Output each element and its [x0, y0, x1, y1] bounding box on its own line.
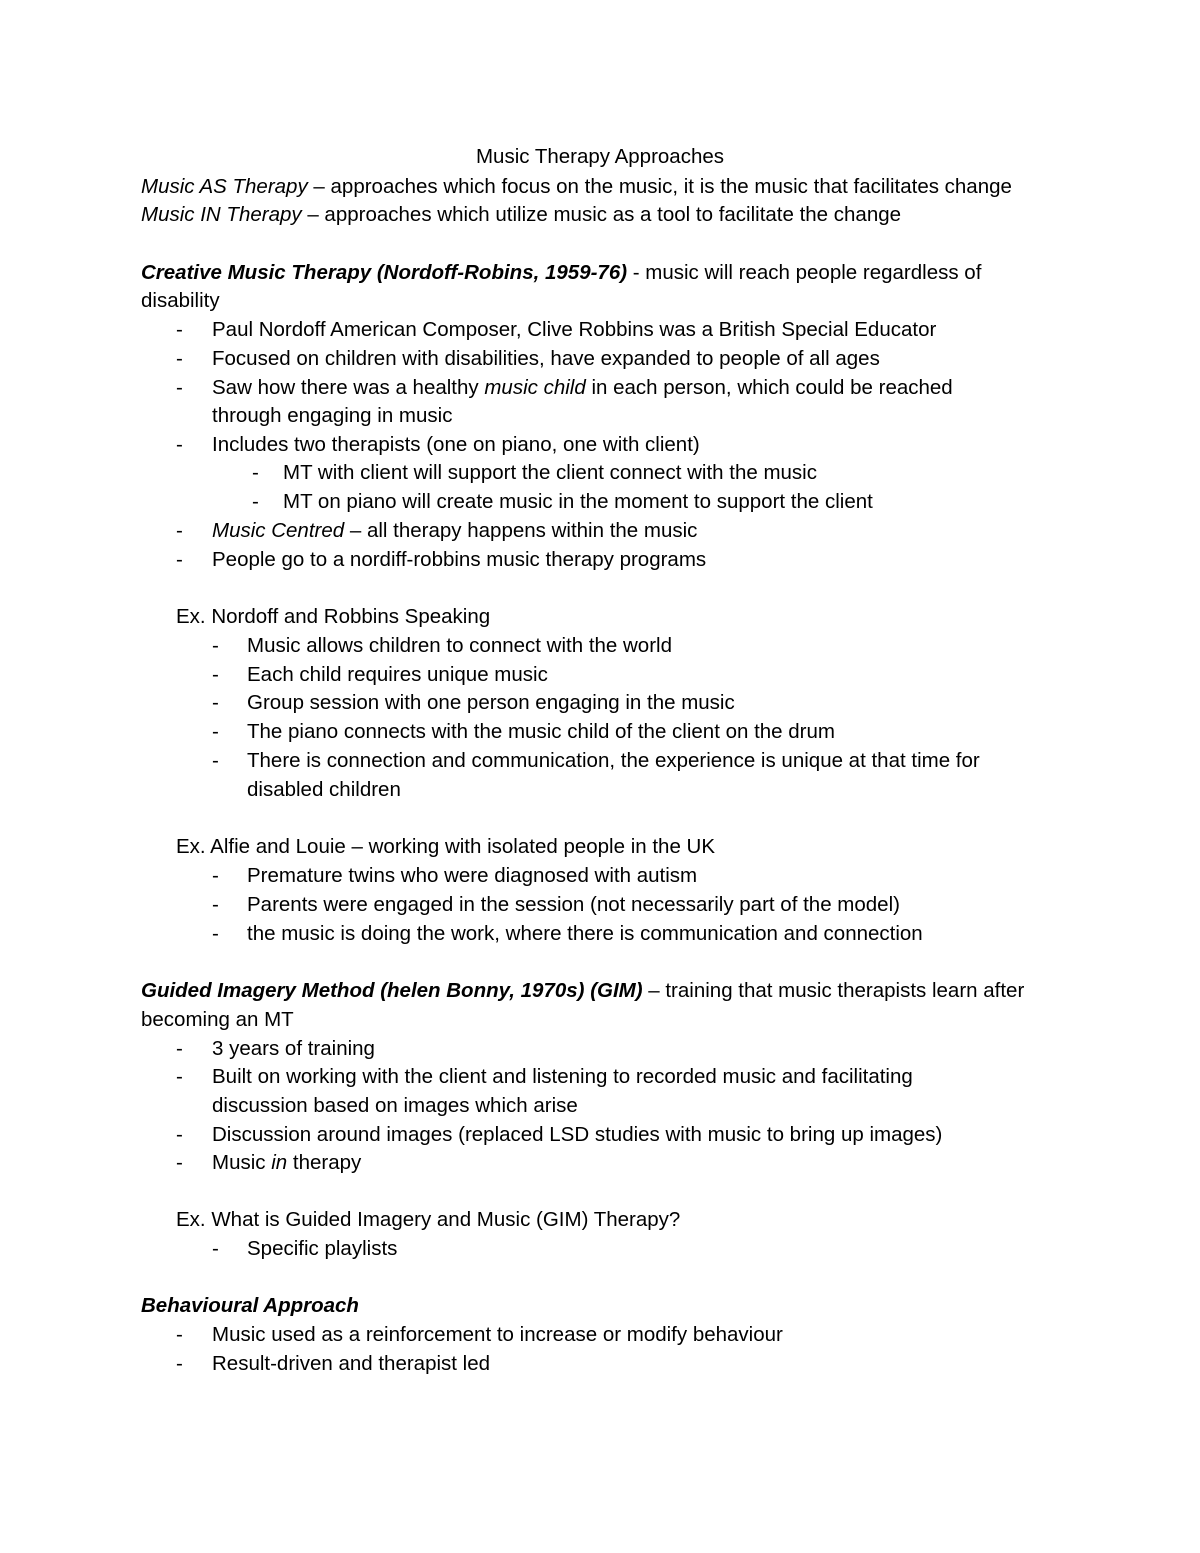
bullet-dash: -	[176, 1037, 183, 1060]
bullet-dash: -	[212, 720, 219, 743]
definition-music-as-therapy: – approaches which focus on the music, it is the music that facilitates change	[307, 175, 1012, 198]
gim-bullet-1: 3 years of training	[212, 1037, 375, 1060]
gim-bullet-2-continuation: discussion based on images which arise	[212, 1094, 578, 1117]
sub-bullet-dash: -	[252, 490, 259, 513]
bullet-dash: -	[176, 519, 183, 542]
bullet-dash: -	[212, 663, 219, 686]
behavioural-bullet-1: Music used as a reinforcement to increase or modify behaviour	[212, 1323, 783, 1346]
bullet-dash: -	[176, 376, 183, 399]
gim-heading-title: Guided Imagery Method (helen Bonny, 1970s) (GIM)	[141, 979, 643, 1002]
creative-heading-continuation: disability	[141, 289, 220, 312]
behavioural-section-heading: Behavioural Approach	[141, 1294, 359, 1317]
behavioural-bullet-2: Result-driven and therapist led	[212, 1352, 491, 1375]
example-1-item-5: There is connection and communication, the experience is unique at that time for	[247, 749, 980, 772]
bullet-dash: -	[212, 691, 219, 714]
gim-bullet-2: Built on working with the client and listening to recorded music and facilitating	[212, 1065, 913, 1088]
example-2-item-3: the music is doing the work, where there is communication and connection	[247, 922, 923, 945]
creative-bullet-5-post: – all therapy happens within the music	[344, 519, 698, 542]
example-3-item-1: Specific playlists	[247, 1237, 398, 1260]
creative-bullet-3-post: in each person, which could be reached	[585, 376, 953, 399]
bullet-dash: -	[212, 893, 219, 916]
gim-bullet-4	[212, 1153, 361, 1174]
bullet-dash: -	[212, 749, 219, 772]
creative-bullet-3-continuation: through engaging in music	[212, 404, 453, 427]
creative-bullet-5-emphasis: Music Centred	[212, 519, 345, 542]
gim-bullet-4-pre: Music	[212, 1151, 272, 1174]
creative-bullet-4: Includes two therapists (one on piano, one with client)	[212, 433, 700, 456]
bullet-dash: -	[176, 433, 183, 456]
bullet-dash: -	[176, 548, 183, 571]
term-music-in-therapy: Music IN Therapy	[141, 203, 302, 226]
creative-heading-description: - music will reach people regardless of	[627, 261, 982, 284]
bullet-dash: -	[176, 1123, 183, 1146]
example-1-item-4: The piano connects with the music child of the client on the drum	[247, 720, 835, 743]
bullet-dash: -	[176, 1323, 183, 1346]
gim-bullet-4-post: therapy	[287, 1151, 362, 1174]
example-2-heading: Ex. Alfie and Louie – working with isolated people in the UK	[176, 835, 716, 858]
example-1-item-1: Music allows children to connect with the world	[247, 634, 672, 657]
creative-sub-bullet-2: MT on piano will create music in the moment to support the client	[283, 490, 873, 513]
example-3-heading: Ex. What is Guided Imagery and Music (GIM) Therapy?	[176, 1208, 681, 1231]
creative-bullet-3	[212, 378, 953, 399]
creative-heading-title: Creative Music Therapy (Nordoff-Robins, 1959-76)	[141, 261, 628, 284]
creative-bullet-6: People go to a nordiff-robbins music therapy programs	[212, 548, 707, 571]
term-music-as-therapy: Music AS Therapy	[141, 175, 308, 198]
bullet-dash: -	[176, 1352, 183, 1375]
example-1-item-5-continuation: disabled children	[247, 778, 401, 801]
intro-line-music-in-therapy	[141, 205, 901, 226]
bullet-dash: -	[212, 864, 219, 887]
bullet-dash: -	[176, 1151, 183, 1174]
gim-section-heading	[141, 981, 1024, 1002]
creative-section-heading	[141, 263, 981, 284]
example-1-item-2: Each child requires unique music	[247, 663, 548, 686]
bullet-dash: -	[176, 347, 183, 370]
bullet-dash: -	[212, 922, 219, 945]
document-title: Music Therapy Approaches	[475, 145, 725, 168]
creative-bullet-2: Focused on children with disabilities, have expanded to people of all ages	[212, 347, 880, 370]
example-1-heading: Ex. Nordoff and Robbins Speaking	[176, 605, 491, 628]
bullet-dash: -	[176, 1065, 183, 1088]
creative-sub-bullet-1: MT with client will support the client connect with the music	[283, 461, 817, 484]
example-1-item-3: Group session with one person engaging in the music	[247, 691, 735, 714]
example-2-item-1: Premature twins who were diagnosed with autism	[247, 864, 698, 887]
creative-bullet-1: Paul Nordoff American Composer, Clive Robbins was a British Special Educator	[212, 318, 937, 341]
creative-bullet-5	[212, 521, 697, 542]
sub-bullet-dash: -	[252, 461, 259, 484]
gim-heading-description: – training that music therapists learn after	[642, 979, 1025, 1002]
gim-bullet-3: Discussion around images (replaced LSD studies with music to bring up images)	[212, 1123, 943, 1146]
definition-music-in-therapy: – approaches which utilize music as a tool to facilitate the change	[301, 203, 902, 226]
bullet-dash: -	[176, 318, 183, 341]
intro-line-music-as-therapy	[141, 177, 1012, 198]
creative-bullet-3-emphasis: music child	[484, 376, 586, 399]
example-2-item-2: Parents were engaged in the session (not necessarily part of the model)	[247, 893, 900, 916]
gim-heading-continuation: becoming an MT	[141, 1008, 294, 1031]
creative-bullet-3-pre: Saw how there was a healthy	[212, 376, 485, 399]
gim-bullet-4-emphasis: in	[271, 1151, 288, 1174]
bullet-dash: -	[212, 1237, 219, 1260]
bullet-dash: -	[212, 634, 219, 657]
